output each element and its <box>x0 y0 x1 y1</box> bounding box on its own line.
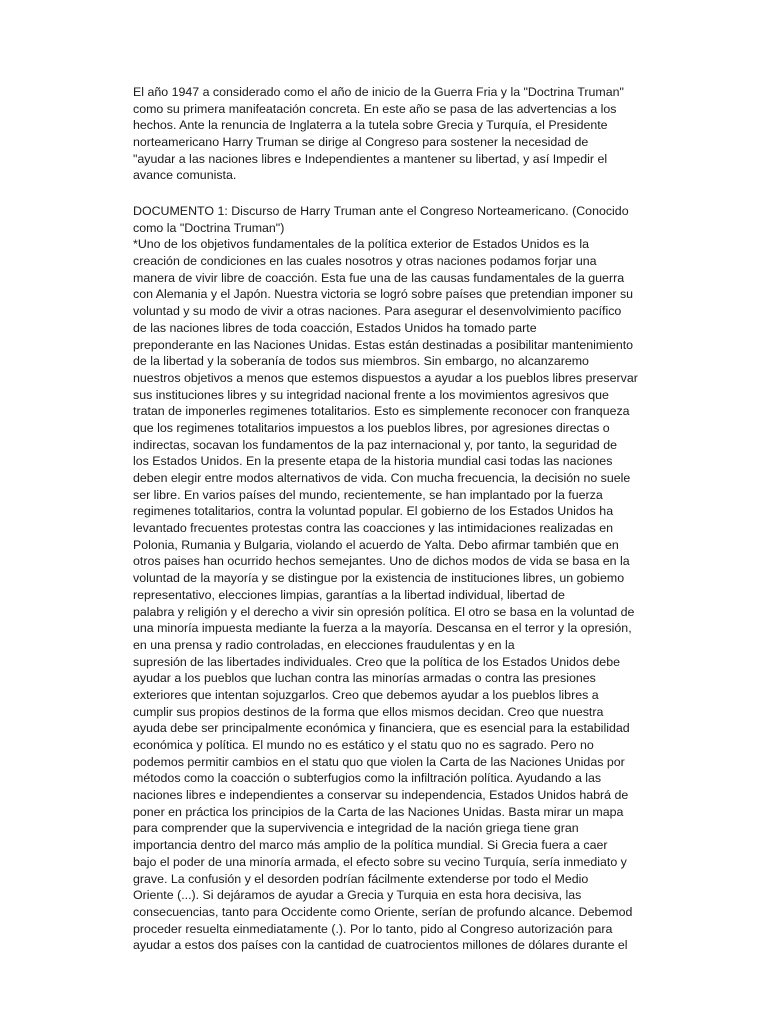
text-line: que los regimenes totalitarios impuestos a los pueblos libres, por agresiones directas o <box>133 420 610 435</box>
text-line: ser libre. En varios países del mundo, recientemente, se han implantado por la fuerza <box>133 487 603 502</box>
text-line: representativo, elecciones limpias, garantías a la libertad individual, libertad de <box>133 587 565 602</box>
text-line: cumplir sus propios destinos de la forma que ellos mismos decidan. Creo que nuestra <box>133 704 604 719</box>
text-line: podemos permitir cambios en el statu quo que violen la Carta de las Naciones Unidas por <box>133 754 625 769</box>
text-line: para comprender que la supervivencia e integridad de la nación griega tiene gran <box>133 821 579 836</box>
intro-paragraph <box>133 84 663 184</box>
text-line: voluntad y su modo de vivir a otras naciones. Para asegurar el desenvolvimiento pacífico <box>133 304 622 319</box>
text-line: Oriente (...). Si dejáramos de ayudar a Grecia y Turquia en esta hora decisiva, las <box>133 888 582 903</box>
text-line: importancia dentro del marco más amplio de la política mundial. Si Grecia fuera a caer <box>133 838 608 853</box>
text-line: de la libertad y la soberanía de todos sus miembros. Sin embargo, no alcanzaremo <box>133 354 589 369</box>
text-line: *Uno de los objetivos fundamentales de la política exterior de Estados Unidos es la <box>133 237 589 252</box>
text-line: hechos. Ante la renuncia de Inglaterra a la tutela sobre Grecia y Turquía, el Presidente <box>133 118 608 133</box>
text-line: una minoría impuesta mediante la fuerza a la mayoría. Descansa en el terror y la opresión, <box>133 621 632 636</box>
text-line: ayudar a estos dos países con la cantidad de cuatrocientos millones de dólares durante el <box>133 938 628 953</box>
text-line: poner en práctica los principios de la Carta de las Naciones Unidas. Basta mirar un mapa <box>133 804 624 819</box>
text-line: palabra y religión y el derecho a vivir sin opresión política. El otro se basa en la voluntad de <box>133 604 635 619</box>
text-line: "ayudar a las naciones libres e Independientes a mantener su libertad, y así Impedir el <box>133 151 608 166</box>
text-line: los Estados Unidos. En la presente etapa de la historia mundial casi todas las naciones <box>133 454 613 469</box>
text-line: bajo el poder de una minoría armada, el efecto sobre su vecino Turquía, sería inmediato y <box>133 854 627 869</box>
text-line: levantado frecuentes protestas contra las coacciones y las intimidaciones realizadas en <box>133 521 614 536</box>
text-line: consecuencias, tanto para Occidente como Oriente, serían de profundo alcance. Debemod <box>133 904 633 919</box>
text-line: proceder resuelta einmediatamente (.). Por lo tanto, pido al Congreso autorización para <box>133 921 613 936</box>
text-line: ayuda debe ser principalmente económica y financiera, que es esencial para la estabilidad <box>133 721 630 736</box>
text-line: DOCUMENTO 1: Discurso de Harry Truman ante el Congreso Norteamericano. (Conocido <box>133 204 629 218</box>
text-line: voluntad de la mayoría y se distingue por la existencia de instituciones libres, un gobiemo <box>133 571 625 586</box>
text-line: preponderante en las Naciones Unidas. Estas están destinadas a posibilitar mantenimiento <box>133 337 634 352</box>
text-line: de las naciones libres de toda coacción, Estados Unidos ha tomado parte <box>133 320 537 335</box>
text-line: nuestros objetivos a menos que estemos dispuestos a ayudar a los pueblos libres preservar <box>133 370 638 385</box>
text-line: otros paises han ocurrido hechos semejantes. Uno de dichos modos de vida se basa en la <box>133 554 630 569</box>
text-line: como su primera manifeatación concreta. En este año se pasa de las advertencias a los <box>133 101 617 116</box>
text-line: manera de vivir libre de coacción. Esta fue una de las causas fundamentales de la guerra <box>133 270 625 285</box>
text-line: regimenes totalitarios, contra la voluntad popular. El gobierno de los Estados Unidos ha <box>133 504 614 519</box>
text-line: métodos como la coacción o subterfugios como la infiltración política. Ayudando a las <box>133 771 602 786</box>
text-line: económica y política. El mundo no es estático y el statu quo no es sagrado. Pero no <box>133 738 594 752</box>
text-line: creación de condiciones en las cuales nosotros y otras naciones podamos forjar una <box>133 254 597 269</box>
text-line: como la "Doctrina Truman") <box>133 220 285 235</box>
text-line: deben elegir entre modos alternativos de vida. Con mucha frecuencia, la decisión no suele <box>133 471 631 485</box>
text-line: norteamericano Harry Truman se dirige al Congreso para sostener la necesidad de <box>133 135 589 150</box>
text-line: grave. La confusión y el desorden podrían fácilmente extenderse por todo el Medio <box>133 871 589 886</box>
text-line: en una prensa y radio controladas, en elecciones fraudulentas y en la <box>133 637 515 652</box>
text-line: ayudar a los pueblos que luchan contra las minorías armadas o contra las presiones <box>133 671 596 686</box>
text-line: El año 1947 a considerado como el año de inicio de la Guerra Fria y la "Doctrina Truman" <box>133 85 624 99</box>
text-line: sus instituciones libres y su integridad nacional frente a los movimientos agresivos que <box>133 387 609 402</box>
text-line: indirectas, socavan los fundamentos de la paz internacional y, por tanto, la seguridad de <box>133 437 617 452</box>
text-line: exteriores que intentan sojuzgarlos. Creo que debemos ayudar a los pueblos libres a <box>133 687 599 702</box>
text-line: naciones libres e independientes a conservar su independencia, Estados Unidos habrá de <box>133 788 629 803</box>
text-line: supresión de las libertades individuales. Creo que la política de los Estados Unidos debe <box>133 654 620 669</box>
text-line: tratan de imponerles regimenes totalitarios. Esto es simplemente reconocer con franqueza <box>133 404 630 419</box>
text-line: con Alemania y el Japón. Nuestra victoria se logró sobre países que pretendian imponer su <box>133 287 634 302</box>
text-line: avance comunista. <box>133 168 237 183</box>
document-1-paragraph <box>133 203 663 954</box>
text-line: Polonia, Rumania y Bulgaria, violando el acuerdo de Yalta. Debo afirmar también que en <box>133 537 619 552</box>
